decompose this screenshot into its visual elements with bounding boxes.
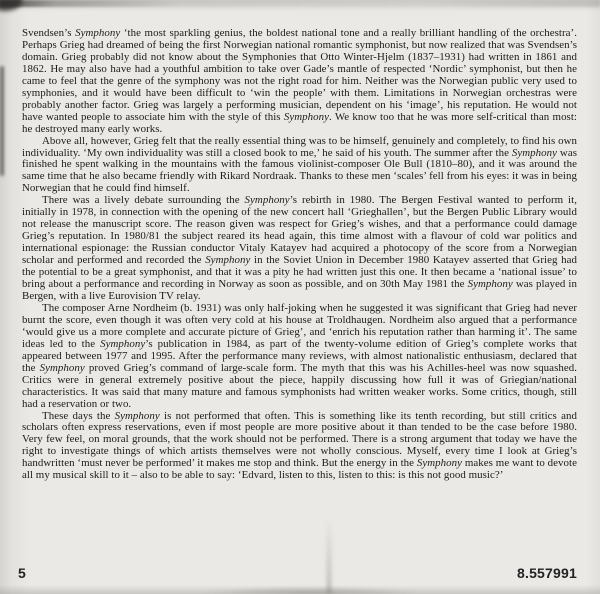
work-title-italic: Symphony [511, 146, 558, 159]
text-segment: was finished he spent walking in the mountains with the famous violinist-composer Ole Bull (1810–80), and it was around the same time that he also became friendly with Rikard Nordraak. Thanks to these men ‘scales’ fell from his eyes: it was in being Norwegian that he could find himself. [22, 146, 577, 195]
scan-blotch-top-left [0, 0, 22, 11]
text-segment: Svendsen’s [22, 27, 76, 39]
text-segment: Above all, however, Grieg felt that the really essential thing was to be himself, genuinely and completely, to find his own individuality. ‘My own individuality was still a closed book to me,’ he said of his youth. The summer after the [22, 134, 577, 159]
work-title-italic: Symphony [283, 110, 330, 123]
catalog-number: 8.557991 [517, 565, 577, 581]
text-segment: ’s publication in 1984, as part of the twenty-volume edition of Grieg’s complete works that appeared between 1977 and 1995. After the performance many reviews, with almost nationalistic enthusiasm, declared that the [22, 337, 577, 374]
page-number: 5 [18, 565, 26, 581]
text-segment: The composer Arne Nordheim (b. 1931) was only half-joking when he suggested it was significant that Grieg had never burnt the score, even though it was often very cold at his house at Troldhaugen. Nordheim also argued that a performance ‘would give us a more complete and accurate picture of Grieg’, and ‘enrich his reputation rather than harming it’. The same ideas led to the [22, 301, 577, 350]
text-segment: . We know too that he was more self-critical than most: he destroyed many early works. [22, 110, 578, 135]
work-title-italic: Symphony [100, 337, 146, 350]
work-title-italic: Symphony [416, 457, 463, 470]
scan-shadow-bottom-edge [200, 586, 420, 594]
body-text [22, 28, 577, 482]
text-segment: ‘the most sparkling genius, the boldest national tone and a really brilliant handling of the orchestra’. Perhaps Grieg had dreamed of being the first Norwegian national romantic symphonist, but now realized that was Svendsen’s domain. Grieg probably did not know about the Symphonies that Otto Winter-Hjelm (1837–1931) had written in 1861 and 1862. He may also have had a youthful ambition to take over Gade’s mantle of respected ‘Nordic’ symphonist, but then he came to feel that the genre of the symphony was not the right road for him. Neither was the Norwegian public very used to symphonies, and it would have been difficult to ‘win the people’ with them. Limitations in Norwegian orchestras were probably another factor. Grieg was largely a performing musician, dependent on his ‘image’, his reputation. He would not have wanted people to associate him with the style of this [22, 27, 577, 123]
paragraph [22, 195, 577, 303]
work-title-italic: Symphony [75, 27, 121, 39]
text-segment: in the Soviet Union in December 1980 Katayev asserted that Grieg had the potential to be a great symphonist, and that it was a pity he had written just this one. It then became a ‘national issue’ to bring about a performance and recording in Norway as soon as possible, and on 30th May 1981 the [22, 254, 577, 291]
paragraph [22, 28, 577, 136]
work-title-italic: Symphony [467, 278, 513, 291]
text-segment: ’s rebirth in 1980. The Bergen Festival wanted to perform it, initially in 1978, in connection with the opening of the new concert hall ‘Grieghallen’, but the Bergen Public Library would not release the manuscript score. The reason given was respect for Grieg’s wishes, and that a performance could damage Grieg’s reputation. In 1980/81 the subject reared its head again, this time almost with a flavour of cold war politics and international espionage: the Russian conductor Vitaly Katayev had acquired a photocopy of the score from a Norwegian scholar and performed and recorded the [22, 194, 577, 267]
scan-smudge-left-edge [0, 66, 4, 176]
scan-crease-bottom-center [327, 518, 331, 594]
work-title-italic: Symphony [114, 409, 160, 422]
work-title-italic: Symphony [205, 254, 251, 267]
scan-shadow-top-edge [0, 0, 600, 7]
text-segment: makes me want to devote all my musical skill to it – also to be able to say: ‘Edvard, listen to this, listen to this: is this not good music?’ [22, 457, 577, 482]
text-segment: proved Grieg’s command of large-scale form. The myth that this was his Achilles-heel was now squashed. Critics were in general extremely positive about the piece, happily discussing how full it was of Griegian/national characteristics. It was said that many mature and famous symphonists had written weaker works. Some critics, though, still had a reservation or two. [22, 361, 578, 410]
work-title-italic: Symphony [244, 194, 290, 207]
text-segment: These days the [42, 409, 115, 422]
paragraph [22, 411, 577, 483]
work-title-italic: Symphony [39, 361, 85, 374]
text-segment: was played in Bergen, with a live Eurovision TV relay. [22, 278, 577, 302]
paragraph [22, 136, 577, 196]
text-segment: is not performed that often. This is something like its tenth recording, but still critics and scholars often express reservations, even if most people are more positive about it than tended to be the case before 1980. Very few feel, on moral grounds, that the work should not be performed. There is a strong argument that today we have the right to investigate things of which artists themselves were not wholly conscious. Myself, every time I look at Grieg’s handwritten ‘must never be performed’ it makes me stop and think. But the energy in the [22, 409, 577, 470]
paragraph [22, 303, 577, 411]
text-segment: There was a lively debate surrounding the [42, 194, 245, 207]
